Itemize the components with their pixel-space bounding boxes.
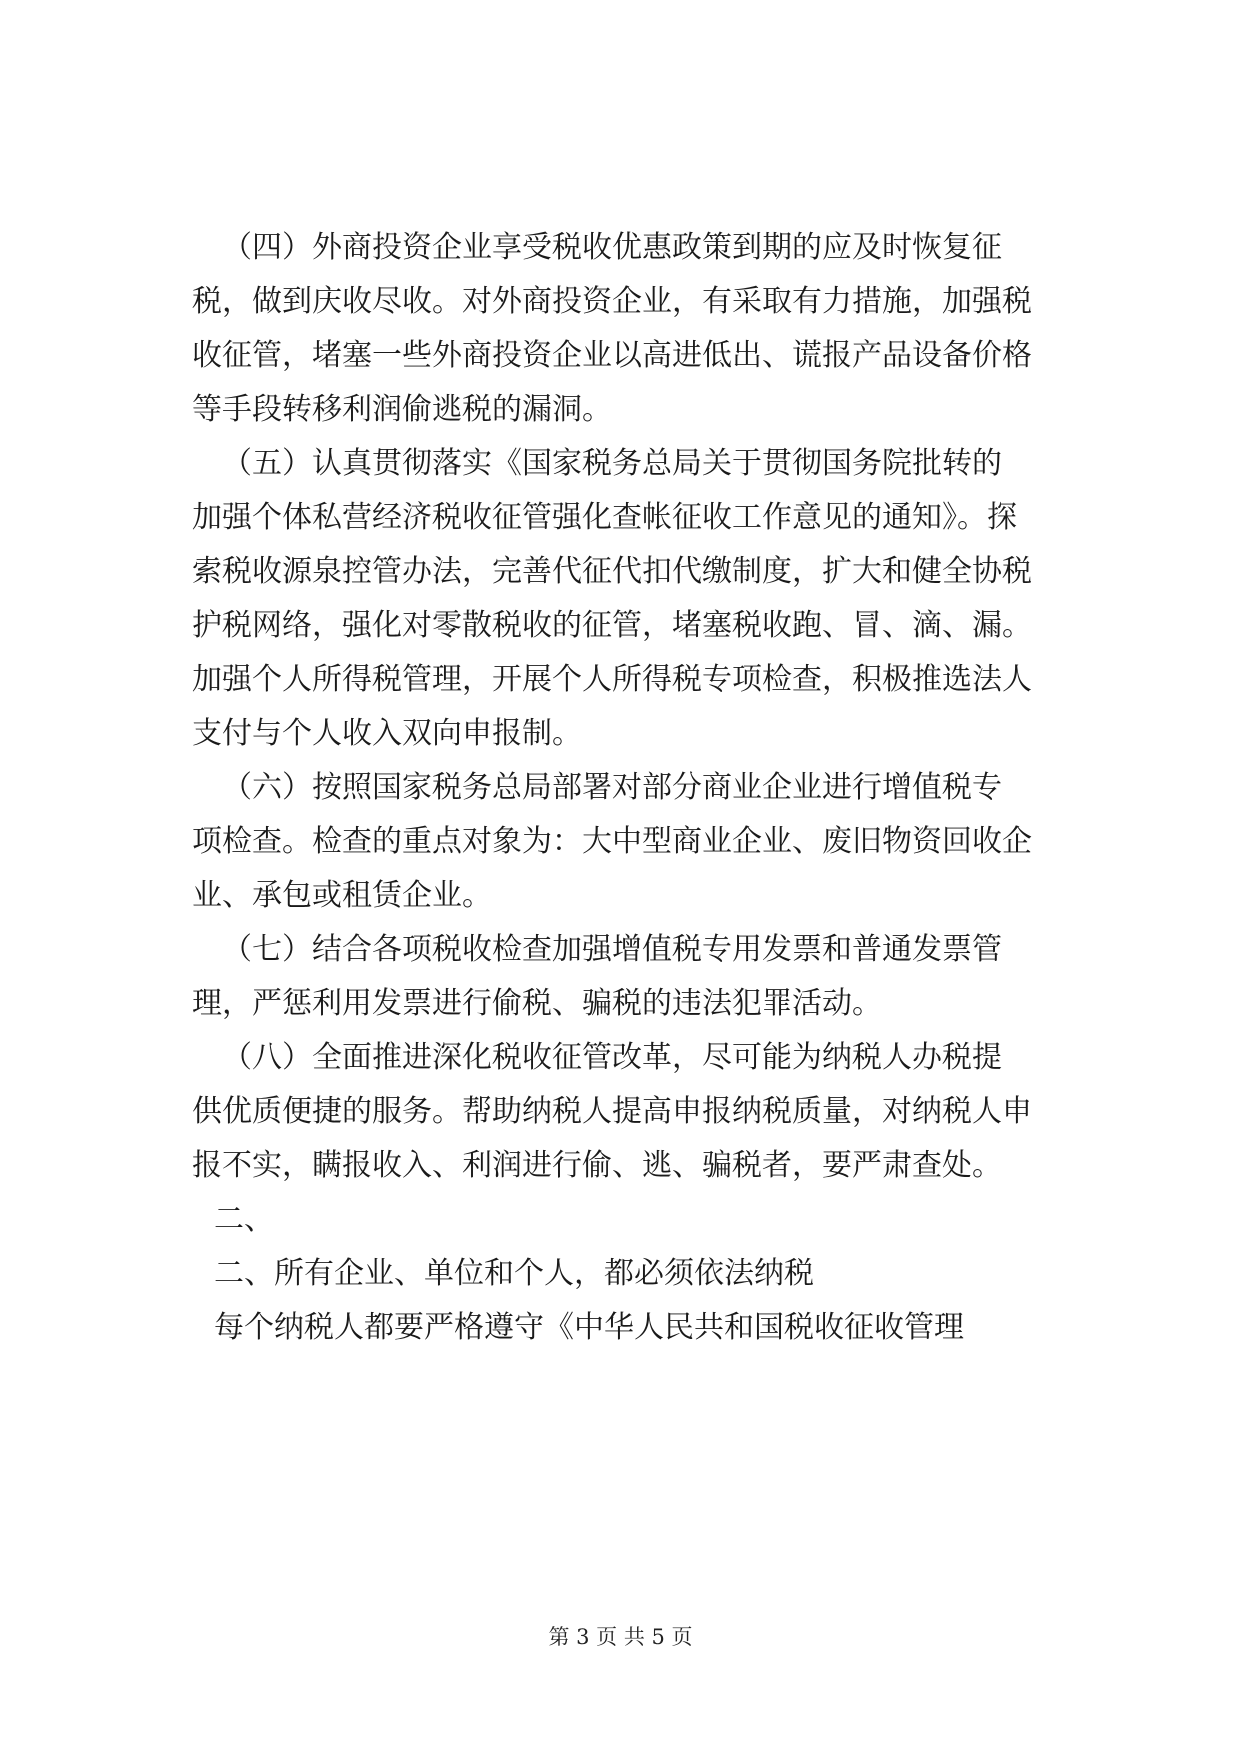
section-two-heading: 二、所有企业、单位和个人，都必须依法纳税 bbox=[214, 1256, 814, 1291]
section-two-paragraph-line-1: 每个纳税人都要严格遵守《中华人民共和国税收征收管理 bbox=[214, 1310, 964, 1345]
paragraph-4-line-4: 等手段转移利润偷逃税的漏洞。 bbox=[192, 392, 612, 427]
paragraph-5-line-4: 护税网络，强化对零散税收的征管，堵塞税收跑、冒、滴、漏。 bbox=[192, 608, 1032, 643]
paragraph-7-line-2: 理，严惩利用发票进行偷税、骗税的违法犯罪活动。 bbox=[192, 986, 882, 1021]
paragraph-5-line-3: 索税收源泉控管办法，完善代征代扣代缴制度，扩大和健全协税 bbox=[192, 554, 1032, 589]
paragraph-5-line-5: 加强个人所得税管理，开展个人所得税专项检查，积极推选法人 bbox=[192, 662, 1032, 697]
paragraph-4-line-2: 税，做到庆收尽收。对外商投资企业，有采取有力措施，加强税 bbox=[192, 284, 1032, 319]
paragraph-7-line-1: （七）结合各项税收检查加强增值税专用发票和普通发票管 bbox=[222, 932, 1002, 967]
paragraph-6-line-2: 项检查。检查的重点对象为：大中型商业企业、废旧物资回收企 bbox=[192, 824, 1032, 859]
paragraph-8-line-2: 供优质便捷的服务。帮助纳税人提高申报纳税质量，对纳税人申 bbox=[192, 1094, 1032, 1129]
page-footer: 第 3 页 共 5 页 bbox=[548, 1625, 693, 1649]
paragraph-5-line-1: （五）认真贯彻落实《国家税务总局关于贯彻国务院批转的 bbox=[222, 446, 1002, 481]
paragraph-8-line-3: 报不实，瞒报收入、利润进行偷、逃、骗税者，要严肃查处。 bbox=[192, 1148, 1002, 1183]
paragraph-4-line-3: 收征管，堵塞一些外商投资企业以高进低出、谎报产品设备价格 bbox=[192, 338, 1032, 373]
paragraph-5-line-6: 支付与个人收入双向申报制。 bbox=[192, 716, 582, 751]
paragraph-4-line-1: （四）外商投资企业享受税收优惠政策到期的应及时恢复征 bbox=[222, 230, 1002, 265]
paragraph-5-line-2: 加强个体私营经济税收征管强化查帐征收工作意见的通知》。探 bbox=[192, 500, 1017, 535]
paragraph-6-line-3: 业、承包或租赁企业。 bbox=[192, 878, 492, 913]
section-two-heading-short: 二、 bbox=[214, 1202, 274, 1237]
paragraph-8-line-1: （八）全面推进深化税收征管改革，尽可能为纳税人办税提 bbox=[222, 1040, 1002, 1075]
paragraph-6-line-1: （六）按照国家税务总局部署对部分商业企业进行增值税专 bbox=[222, 770, 1002, 805]
